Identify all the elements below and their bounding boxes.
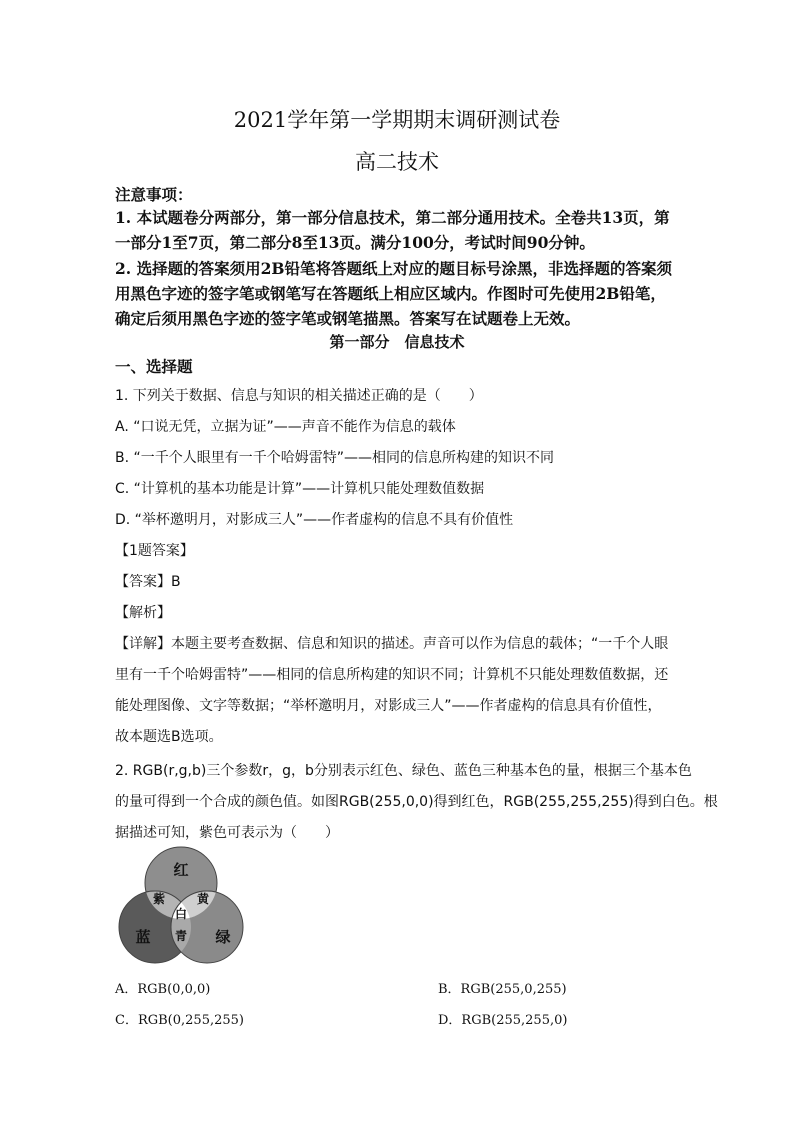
notice-line: 用黑色字迹的签字笔或钢笔写在答题纸上相应区域内。作图时可先使用2B铅笔，	[115, 284, 666, 303]
notice-line: 确定后须用黑色字迹的签字笔或钢笔描黑。答案写在试题卷上无效。	[115, 309, 581, 328]
question-2-option-a: A．RGB(0,0,0)	[115, 982, 211, 997]
question-2-stem-line: 的量可得到一个合成的颜色值。如图RGB(255,0,0)得到红色，RGB(255,255,255)得到白色。根	[115, 794, 718, 810]
notice-line: 1. 本试题卷分两部分，第一部分信息技术，第二部分通用技术。全卷共13页，第	[115, 208, 670, 227]
label-red: 红	[173, 861, 189, 879]
question-2-stem-line: 据描述可知，紫色可表示为（ ）	[115, 825, 339, 841]
question-2-stem-line: 2. RGB(r,g,b)三个参数r，g，b分别表示红色、绿色、蓝色三种基本色的量，根据三个基本色	[115, 763, 692, 779]
label-blue: 蓝	[135, 928, 151, 946]
question-1-stem: 1. 下列关于数据、信息与知识的相关描述正确的是（ ）	[115, 388, 483, 404]
notice-heading: 注意事项：	[115, 185, 193, 204]
question-1-option-c: C. “计算机的基本功能是计算”——计算机只能处理数值数据	[115, 481, 485, 497]
label-green: 绿	[215, 928, 231, 946]
analysis-line: 故本题选B选项。	[115, 729, 223, 745]
label-purple: 紫	[152, 892, 166, 906]
label-yellow: 黄	[196, 892, 210, 906]
part1-title: 第一部分 信息技术	[329, 333, 465, 351]
rgb-venn-diagram	[113, 845, 249, 967]
notice-line: 一部分1至7页，第二部分8至13页。满分100分，考试时间90分钟。	[115, 233, 595, 252]
analysis-line: 里有一千个哈姆雷特”——相同的信息所构建的知识不同；计算机不只能处理数值数据，还	[115, 667, 669, 683]
section-heading: 一、选择题	[115, 357, 193, 376]
question-2-option-d: D．RGB(255,255,0)	[438, 1013, 568, 1028]
label-cyan: 青	[174, 929, 188, 943]
question-2-option-b: B．RGB(255,0,255)	[438, 982, 567, 997]
exam-title: 2021学年第一学期期末调研测试卷	[233, 108, 561, 132]
question-1-option-b: B. “一千个人眼里有一千个哈姆雷特”——相同的信息所构建的知识不同	[115, 450, 555, 466]
exam-subtitle: 高二技术	[355, 150, 439, 174]
analysis-line: 能处理图像、文字等数据；“举杯邀明月，对影成三人”——作者虚构的信息具有价值性，	[115, 698, 662, 714]
answer-value: 【答案】B	[115, 574, 181, 590]
label-white: 白	[174, 907, 188, 921]
analysis-header: 【解析】	[115, 605, 171, 621]
notice-line: 2. 选择题的答案须用2B铅笔将答题纸上对应的题目标号涂黑，非选择题的答案须	[115, 259, 672, 278]
analysis-line: 【详解】本题主要考查数据、信息和知识的描述。声音可以作为信息的载体；“一千个人眼	[115, 636, 669, 652]
answer-header: 【1题答案】	[115, 543, 194, 559]
question-1-option-d: D. “举杯邀明月，对影成三人”——作者虚构的信息不具有价值性	[115, 512, 514, 528]
question-1-option-a: A. “口说无凭，立据为证”——声音不能作为信息的载体	[115, 419, 456, 435]
question-2-option-c: C．RGB(0,255,255)	[115, 1013, 244, 1028]
